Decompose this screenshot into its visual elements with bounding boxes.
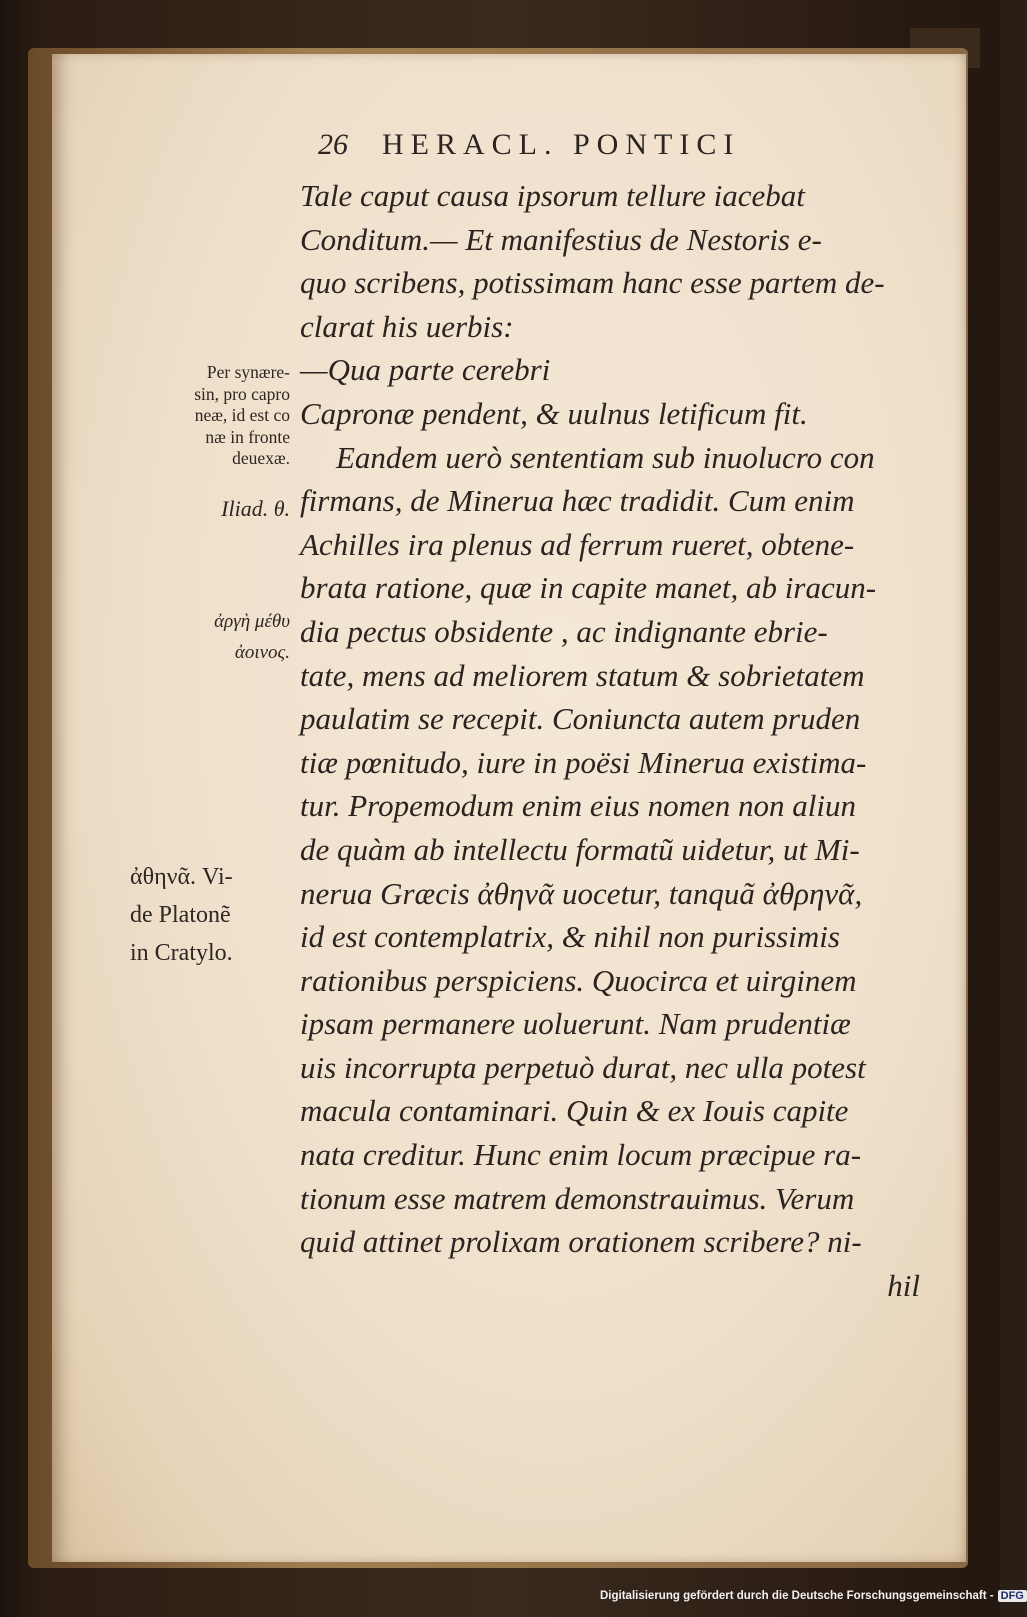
text-line: rationibus perspiciens. Quocirca et uirginem (300, 962, 857, 998)
text-line: Tale caput causa ipsorum tellure iacebat (300, 178, 805, 213)
text-line: Eandem uerò sententiam sub inuolucro con (336, 439, 875, 475)
text-line: de quàm ab intellectu formatũ uidetur, ut Mi- (300, 831, 860, 867)
verse-line: Capronæ pendent, & uulnus letificum fit. (300, 395, 808, 431)
text-line: brata ratione, quæ in capite manet, ab iracun- (300, 570, 877, 606)
text-line: nerua Græcis ἀθηνᾶ uocetur, tanquã ἀθρηνᾶ, (300, 875, 863, 911)
running-header (318, 128, 918, 168)
credit-text: Digitalisierung gefördert durch die Deutsche Forschungsgemeinschaft - (600, 1590, 994, 1602)
margin-note-greek: ἀργὴ μέθυ ἀοινος. (214, 611, 290, 663)
text-line: macula contaminari. Quin & ex Iouis capite (300, 1093, 849, 1129)
text-line: clarat his uerbis: (300, 308, 514, 344)
text-line: paulatim se recepit. Coniuncta autem pruden (300, 701, 861, 737)
text-line: ipsam permanere uoluerunt. Nam prudentiæ (300, 1006, 851, 1042)
main-text-block (300, 174, 940, 1307)
margin-note-plato: ἀθηνᾶ. Vi- de Platonẽ in Cratylo. (130, 864, 233, 966)
text-line: Conditum.— Et manifestius de Nestoris e- (300, 221, 822, 257)
text-line: id est contemplatrix, & nihil non purissimis (300, 919, 840, 955)
text-line: dia pectus obsidente , ac indignante ebrie- (300, 613, 828, 649)
text-line: nata creditur. Hunc enim locum præcipue ra- (300, 1137, 862, 1173)
text-line: tionum esse matrem demonstrauimus. Verum (300, 1180, 855, 1216)
text-line: tur. Propemodum enim eius nomen non aliun (300, 788, 856, 824)
margin-note-iliad: Iliad. θ. (221, 496, 290, 521)
text-line: tate, mens ad meliorem statum & sobrietatem (300, 657, 865, 693)
running-title: HERACL. PONTICI (382, 128, 741, 161)
text-line: Achilles ira plenus ad ferrum rueret, obtene- (300, 526, 855, 562)
text-line: firmans, de Minerua hæc tradidit. Cum enim (300, 483, 855, 519)
text-line: quid attinet prolixam orationem scribere? ni- (300, 1224, 862, 1260)
text-line: tiæ pœnitudo, iure in poësi Minerua existima- (300, 744, 867, 780)
digitization-credit (600, 1590, 1024, 1612)
text-line: hil (887, 1267, 920, 1303)
dfg-logo: DFG (998, 1590, 1027, 1602)
margin-note-synaeresis: Per synære- sin, pro capro neæ, id est co næ in fronte deuexæ. (194, 362, 290, 468)
page-number: 26 (318, 128, 348, 161)
verse-line: —Qua parte cerebri (300, 352, 551, 388)
text-line: uis incorrupta perpetuò durat, nec ulla potest (300, 1049, 866, 1085)
text-line: quo scribens, potissimam hanc esse partem de- (300, 265, 885, 301)
